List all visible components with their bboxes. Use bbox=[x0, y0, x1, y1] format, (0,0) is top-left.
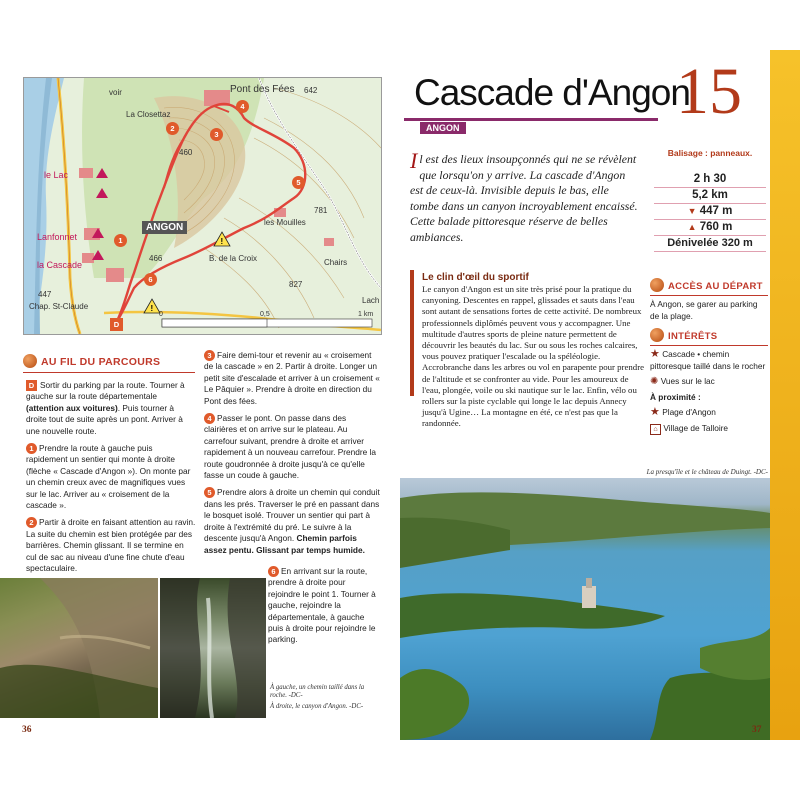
intro-text: Il est des lieux insoupçonnés qui ne se révèlent que lorsqu'on y arrive. La cascade d'Angon est de ceux-là. Invisible depuis le bas, elle tombe dans un canyon incroyablement encaissé. Cette balade pittoresque réserve de belles ambiances. bbox=[410, 148, 638, 244]
step-2: 2 Partir à droite en faisant attention au ravin. La suite du chemin est bien protégée par des barrières. Chemin glissant. Il se termine en cul de sac au niveau d'une fine chute d'eau spectaculaire. bbox=[26, 517, 196, 574]
step-3: 3 Faire demi-tour et revenir au « croisement de la cascade » en 2. Partir à droite. Longer un petit site d'escalade et arriver à un croisement « Le Pâquier ». Prendre à droite en direction du Pont des fées. bbox=[204, 350, 380, 406]
interet-item-2: ✺ Vues sur le lac bbox=[650, 376, 715, 387]
photo-canyon bbox=[160, 578, 266, 718]
photo-lake bbox=[400, 478, 770, 740]
marker-d: D bbox=[26, 380, 37, 391]
interet-item-1: ★ Cascade • chemin pittoresque taillé dans le rocher bbox=[650, 348, 766, 371]
interets-header: INTÉRÊTS bbox=[668, 331, 718, 342]
village-icon: ⌂ bbox=[650, 424, 661, 435]
acces-header: ACCÈS AU DÉPART bbox=[668, 281, 763, 292]
map-label-lach: Lach bbox=[362, 296, 380, 305]
map-label-chapel: Chap. St-Claude bbox=[29, 302, 89, 311]
map-label-elev: 781 bbox=[314, 206, 328, 215]
acces-text: À Angon, se garer au parking de la plage. bbox=[650, 299, 758, 321]
page-number-left: 36 bbox=[22, 725, 32, 735]
sportif-header: Le clin d'œil du sportif bbox=[422, 272, 529, 283]
lake-image bbox=[400, 478, 770, 740]
step-5: 5 Prendre alors à droite un chemin qui conduit dans les prés. Traverser le pré en passant dans le bosquet isolé. Trouver un sentier qui part à droite à l'extrémité du pré. Le suivre à la descente jusqu'à Angon. Chemin parfois assez pentu. Glissant par temps humide. bbox=[204, 487, 380, 555]
acces-box bbox=[650, 276, 768, 322]
stat-elevation: Dénivelée 320 m bbox=[654, 236, 766, 252]
map-label-closettaz: La Closettaz bbox=[126, 110, 171, 119]
title-rule bbox=[404, 118, 658, 121]
marker-3: 3 bbox=[204, 350, 215, 361]
step-1: 1 Prendre la route à gauche puis rapidement un sentier qui monte à droite (flèche « Cascade d'Angon »). On monte par un chemin creux avec de magnifiques vues sur le lac. Arriver au « croisement de la cascade ». bbox=[26, 443, 191, 511]
step-depart: D Sortir du parking par la route. Tourner à gauche sur la route départementale (attention aux voitures). Puis tourner à droite tout de suite après un pont. Arriver à une nouvelle route. bbox=[26, 380, 185, 436]
dropcap: I bbox=[410, 148, 418, 173]
marker-5: 5 bbox=[204, 487, 215, 498]
map-marker-1: 1 bbox=[114, 234, 127, 247]
interets-box bbox=[650, 326, 768, 435]
marker-2: 2 bbox=[26, 517, 37, 528]
parcours-header bbox=[23, 352, 195, 373]
marker-1: 1 bbox=[26, 443, 37, 454]
map-label-pont: Pont des Fées bbox=[230, 84, 295, 95]
page-title: Cascade d'Angon bbox=[414, 72, 690, 113]
stat-distance: 5,2 km bbox=[654, 188, 766, 204]
sportif-text: Le canyon d'Angon est un site très prisé pour la pratique du canyoning. Descentes en rappel, glissades et sauts dans l'eau sont autant de sensations fortes de cette activité. De nombreux professionnels diplômés peuvent vous y accompagner. Une multitude d'autres sports de pleine nature permettent de découvrir les beautés du lac. Sur ou sous les roches calcaires, vous pouvez pratiquer l'escalade ou la spéléologie. Accrobranche dans les arbres ou vol en parapente pour prendre de l'altitude et se confronter au vide. Pour les amoureux de l'eau, plongée, voile ou ski nautique sur le lac. Enfin, vélo ou rollers sur la piste cyclable qui longe le lac depuis Annecy jusqu'à Ugine… La montagne en été, ce n'est pas que la randonnée. bbox=[422, 284, 645, 429]
parcours-column-3 bbox=[268, 566, 380, 652]
photo-caption-right: À droite, le canyon d'Angon. -DC- bbox=[270, 703, 364, 710]
scale-0: 0 bbox=[159, 311, 163, 318]
sportif-box bbox=[422, 272, 648, 430]
stat-min-alt: ▼ 447 m bbox=[654, 204, 766, 220]
triangle-down-icon: ▼ bbox=[687, 206, 697, 216]
parcours-header-label: AU FIL DU PARCOURS bbox=[41, 356, 161, 368]
svg-text:!: ! bbox=[220, 237, 224, 246]
balisage: Balisage : panneaux. bbox=[667, 148, 753, 158]
map-marker-4: 4 bbox=[236, 100, 249, 113]
map-label-elev: 827 bbox=[289, 280, 303, 289]
bullet-icon bbox=[650, 328, 664, 342]
step-4: 4 Passer le pont. On passe dans des clairières et on arrive sur le plateau. Au carrefour suivant, prendre à droite et arriver rapidement à un nouveau carrefour. Prendre la route goudronnée à droite jusqu'à ce qu'elle fasse un coude à gauche. bbox=[204, 413, 377, 481]
canyon-image bbox=[160, 578, 266, 718]
map-label-elev: 642 bbox=[304, 86, 318, 95]
map-marker-3: 3 bbox=[210, 128, 223, 141]
bullet-icon bbox=[650, 278, 664, 292]
star-icon: ★ bbox=[650, 406, 660, 418]
map-marker-2: 2 bbox=[166, 122, 179, 135]
map-label-chairs: Chairs bbox=[324, 258, 348, 267]
sportif-rule bbox=[410, 270, 414, 396]
map-label-angon: ANGON bbox=[142, 221, 187, 234]
map-label-croix: B. de la Croix bbox=[209, 254, 258, 263]
interet-item-3: ★ Plage d'Angon bbox=[650, 406, 716, 418]
parcours-column-1 bbox=[26, 380, 196, 581]
bullet-icon bbox=[23, 354, 37, 368]
map-marker-6: 6 bbox=[144, 273, 157, 286]
scale-1km: 1 km bbox=[358, 311, 374, 318]
step-6: 6 En arrivant sur la route, prendre à droite pour rejoindre le point 1. Tourner à gauche, rejoindre la départementale, à gauche puis à droite pour rejoindre le parking. bbox=[268, 566, 376, 645]
stat-max-alt: ▲ 760 m bbox=[654, 220, 766, 236]
view-icon: ✺ bbox=[650, 376, 659, 387]
photo-caption-left: À gauche, un chemin taillé dans la roche. -DC- bbox=[270, 684, 365, 700]
map-label-lanfonnet: Lanfonnet bbox=[37, 232, 78, 242]
map-label-elev: 460 bbox=[179, 148, 193, 157]
scale-half: 0,5 bbox=[260, 311, 270, 318]
map-label-voir: voir bbox=[109, 88, 122, 97]
svg-text:!: ! bbox=[150, 304, 154, 313]
photo-caption-lake: La presqu'île et le château de Duingt. -DC- bbox=[646, 468, 768, 476]
parcours-column-2 bbox=[204, 350, 380, 562]
map-label-elev: 447 bbox=[38, 290, 52, 299]
trail-map bbox=[23, 77, 382, 335]
map-label-la-cascade: la Cascade bbox=[37, 260, 83, 270]
map-marker-5: 5 bbox=[292, 176, 305, 189]
map-drawing bbox=[24, 78, 381, 334]
interet-item-4: ⌂ Village de Talloire bbox=[650, 423, 768, 435]
map-marker-depart: D bbox=[110, 318, 123, 331]
star-icon: ★ bbox=[650, 348, 660, 360]
map-label-elev: 466 bbox=[149, 254, 163, 263]
side-band bbox=[770, 50, 800, 740]
stats-box bbox=[654, 148, 766, 252]
rock-path-image bbox=[0, 578, 158, 718]
page-number-right: 37 bbox=[752, 725, 762, 735]
map-label-le-lac: le Lac bbox=[44, 170, 69, 180]
map-label-mouilles: les Mouilles bbox=[264, 218, 306, 227]
route-number: 15 bbox=[676, 55, 742, 128]
stat-time: 2 h 30 bbox=[654, 172, 766, 188]
proximite-label: À proximité : bbox=[650, 391, 701, 402]
location-tag: ANGON bbox=[420, 122, 466, 134]
marker-6: 6 bbox=[268, 566, 279, 577]
triangle-up-icon: ▲ bbox=[687, 222, 697, 232]
marker-4: 4 bbox=[204, 413, 215, 424]
photo-rock-path bbox=[0, 578, 158, 718]
